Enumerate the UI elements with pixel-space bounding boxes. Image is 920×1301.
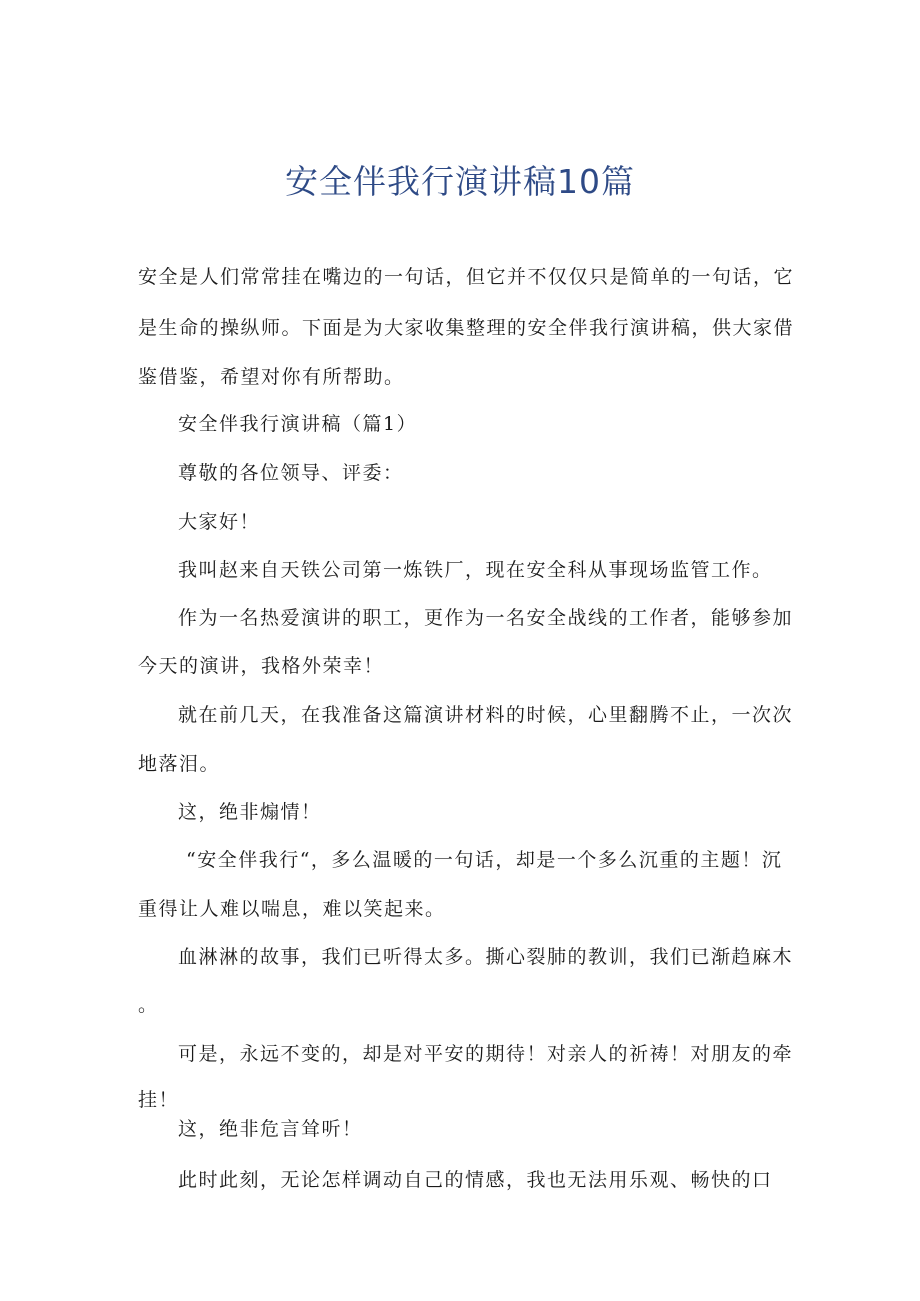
- paragraph-line: 作为一名热爱演讲的职工，更作为一名安全战线的工作者，能够参加: [178, 607, 794, 629]
- section-heading: 安全伴我行演讲稿（篇1）: [178, 413, 418, 435]
- paragraph-line: 大家好！: [178, 511, 261, 533]
- paragraph-line: 地落泪。: [138, 753, 221, 775]
- paragraph-line: 安全是人们常常挂在嘴边的一句话，但它并不仅仅只是简单的一句话，它: [138, 266, 795, 288]
- paragraph-line: 可是，永远不变的，却是对平安的期待！对亲人的祈祷！对朋友的牵: [178, 1043, 794, 1065]
- paragraph-line: “安全伴我行“，多么温暖的一句话，却是一个多么沉重的主题！沉: [186, 849, 783, 871]
- paragraph-line: 鉴借鉴，希望对你有所帮助。: [138, 366, 405, 388]
- paragraph-line: 就在前几天，在我准备这篇演讲材料的时候，心里翻腾不止，一次次: [178, 704, 794, 726]
- paragraph-line: 挂！: [138, 1089, 180, 1111]
- document-title: 安全伴我行演讲稿10篇: [285, 162, 635, 201]
- paragraph-line: 是生命的操纵师。下面是为大家收集整理的安全伴我行演讲稿，供大家借: [138, 317, 795, 339]
- paragraph-line: 。: [138, 994, 159, 1016]
- paragraph-line: 今天的演讲，我格外荣幸！: [138, 655, 385, 677]
- paragraph-line: 我叫赵来自天铁公司第一炼铁厂，现在安全科从事现场监管工作。: [178, 559, 773, 581]
- paragraph-line: 重得让人难以喘息，难以笑起来。: [138, 898, 446, 920]
- paragraph-line: 尊敬的各位领导、评委：: [178, 462, 404, 484]
- paragraph-line: 此时此刻，无论怎样调动自己的情感，我也无法用乐观、畅快的口: [178, 1169, 773, 1191]
- paragraph-line: 这，绝非煽情！: [178, 801, 322, 823]
- paragraph-line: 血淋淋的故事，我们已听得太多。撕心裂肺的教训，我们已渐趋麻木: [178, 946, 794, 968]
- paragraph-line: 这，绝非危言耸听！: [178, 1118, 363, 1140]
